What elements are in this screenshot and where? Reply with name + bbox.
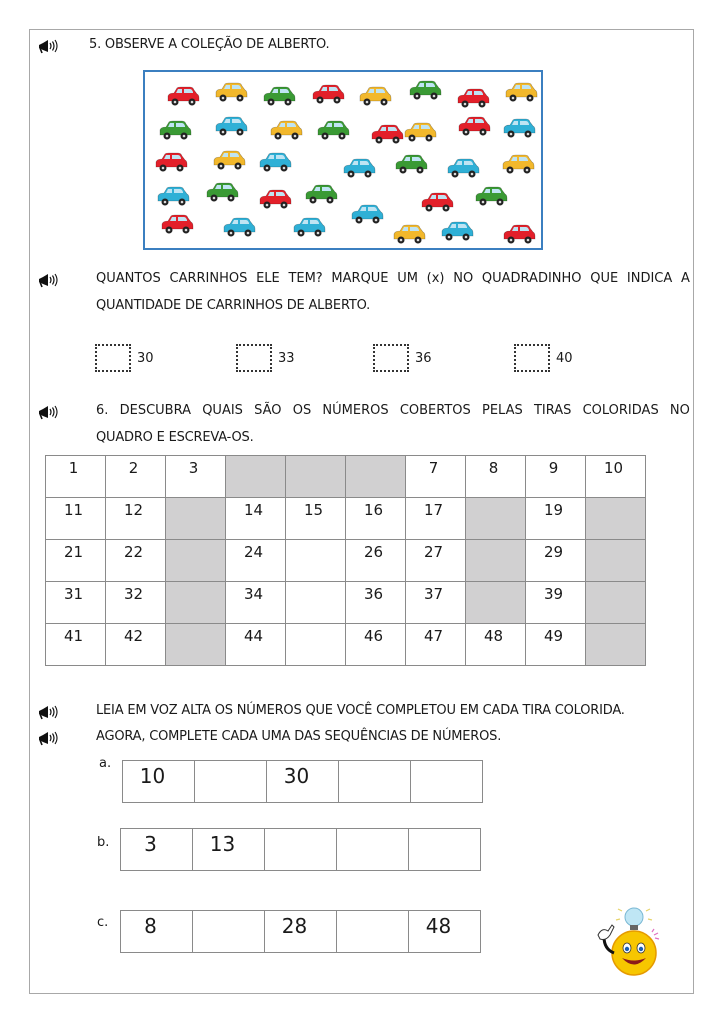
red-car-icon bbox=[456, 114, 492, 138]
green-car-icon bbox=[315, 118, 351, 142]
grid-row bbox=[46, 456, 646, 498]
number-cell bbox=[46, 498, 106, 540]
word: INDICA bbox=[626, 271, 673, 286]
yellow-car-icon bbox=[213, 80, 249, 104]
sequence-blank-cell[interactable] bbox=[195, 761, 267, 803]
number-cell bbox=[526, 582, 586, 624]
answer-option-33[interactable] bbox=[236, 344, 295, 372]
red-car-icon bbox=[455, 86, 491, 110]
number-cell bbox=[106, 582, 166, 624]
word: NO bbox=[669, 403, 690, 418]
number-cell bbox=[346, 582, 406, 624]
word: QUADRADINHO bbox=[481, 271, 582, 286]
blue-car-icon bbox=[501, 116, 537, 140]
sequence-blank-cell[interactable] bbox=[409, 829, 481, 871]
number-cell bbox=[46, 582, 106, 624]
answer-checkbox[interactable] bbox=[514, 344, 550, 372]
sequence-blank-cell[interactable] bbox=[339, 761, 411, 803]
word: OS bbox=[292, 403, 312, 418]
speaker-icon[interactable] bbox=[37, 404, 59, 420]
word: QUANTOS bbox=[96, 271, 161, 286]
word: QUE bbox=[590, 271, 619, 286]
cell-value: 9 bbox=[548, 459, 559, 477]
covered-cell[interactable] bbox=[346, 456, 406, 498]
answer-checkbox[interactable] bbox=[373, 344, 409, 372]
blue-car-icon bbox=[341, 156, 377, 180]
yellow-car-icon bbox=[357, 84, 393, 108]
number-cell bbox=[226, 498, 286, 540]
word: NO bbox=[453, 271, 474, 286]
cell-value: 41 bbox=[63, 627, 84, 645]
number-cell bbox=[526, 456, 586, 498]
grid-row bbox=[46, 624, 646, 666]
word: 6. bbox=[96, 403, 109, 418]
blank-cell[interactable] bbox=[286, 540, 346, 582]
green-car-icon bbox=[303, 182, 339, 206]
blue-car-icon bbox=[155, 184, 191, 208]
covered-cell[interactable] bbox=[166, 582, 226, 624]
sequence-value: 30 bbox=[283, 764, 310, 788]
cell-value: 29 bbox=[543, 543, 564, 561]
red-car-icon bbox=[419, 190, 455, 214]
cell-value: 15 bbox=[303, 501, 324, 519]
sequence-blank-cell[interactable] bbox=[411, 761, 483, 803]
sequence-b bbox=[120, 828, 481, 871]
sequence-value: 28 bbox=[281, 914, 308, 938]
exercise-6-title-line-2: QUADRO E ESCREVA-OS. bbox=[96, 430, 254, 445]
number-cell bbox=[46, 456, 106, 498]
blue-car-icon bbox=[291, 215, 327, 239]
covered-cell[interactable] bbox=[286, 456, 346, 498]
grid-row bbox=[46, 582, 646, 624]
word: DESCUBRA bbox=[119, 403, 191, 418]
cell-value: 16 bbox=[363, 501, 384, 519]
red-car-icon bbox=[153, 150, 189, 174]
answer-label: 33 bbox=[278, 350, 295, 366]
sequence-blank-cell[interactable] bbox=[193, 911, 265, 953]
answer-label: 30 bbox=[137, 350, 154, 366]
yellow-car-icon bbox=[402, 120, 438, 144]
question-line-2: QUANTIDADE DE CARRINHOS DE ALBERTO. bbox=[96, 298, 371, 313]
yellow-car-icon bbox=[211, 148, 247, 172]
red-car-icon bbox=[257, 187, 293, 211]
covered-cell[interactable] bbox=[466, 498, 526, 540]
sequence-cell bbox=[267, 761, 339, 803]
number-cell bbox=[106, 624, 166, 666]
covered-cell[interactable] bbox=[586, 624, 646, 666]
word: SÃO bbox=[254, 403, 282, 418]
speaker-icon[interactable] bbox=[37, 272, 59, 288]
sequence-cell bbox=[265, 911, 337, 953]
word: COLORIDAS bbox=[582, 403, 659, 418]
covered-cell[interactable] bbox=[166, 540, 226, 582]
cell-value: 2 bbox=[128, 459, 139, 477]
sequence-blank-cell[interactable] bbox=[337, 911, 409, 953]
number-cell bbox=[466, 624, 526, 666]
cell-value: 31 bbox=[63, 585, 84, 603]
exercise-5-title: 5. OBSERVE A COLEÇÃO DE ALBERTO. bbox=[89, 37, 330, 52]
sequence-row bbox=[121, 911, 481, 953]
speaker-icon[interactable] bbox=[37, 704, 59, 720]
cell-value: 49 bbox=[543, 627, 564, 645]
number-cell bbox=[406, 582, 466, 624]
number-cell bbox=[226, 582, 286, 624]
sequence-b-label: b. bbox=[97, 835, 110, 850]
green-car-icon bbox=[393, 152, 429, 176]
green-car-icon bbox=[157, 118, 193, 142]
blue-car-icon bbox=[439, 219, 475, 243]
word: COBERTOS bbox=[399, 403, 471, 418]
red-car-icon bbox=[501, 222, 537, 246]
sequence-value: 48 bbox=[425, 914, 452, 938]
covered-cell[interactable] bbox=[466, 582, 526, 624]
cell-value: 48 bbox=[483, 627, 504, 645]
cell-value: 24 bbox=[243, 543, 264, 561]
answer-option-30[interactable] bbox=[95, 344, 154, 372]
grid-row bbox=[46, 540, 646, 582]
yellow-car-icon bbox=[391, 222, 427, 246]
cell-value: 11 bbox=[63, 501, 84, 519]
number-cell bbox=[226, 624, 286, 666]
red-car-icon bbox=[369, 122, 405, 146]
sequence-cell bbox=[193, 829, 265, 871]
sequence-blank-cell[interactable] bbox=[337, 829, 409, 871]
answer-label: 36 bbox=[415, 350, 432, 366]
number-cell bbox=[346, 624, 406, 666]
word: (x) bbox=[426, 271, 445, 286]
sequence-cell bbox=[121, 829, 193, 871]
cell-value: 14 bbox=[243, 501, 264, 519]
sequence-c-label: c. bbox=[97, 915, 109, 930]
sequence-blank-cell[interactable] bbox=[265, 829, 337, 871]
number-cell bbox=[406, 498, 466, 540]
word: QUAIS bbox=[202, 403, 243, 418]
cell-value: 37 bbox=[423, 585, 444, 603]
cell-value: 17 bbox=[423, 501, 444, 519]
covered-cell[interactable] bbox=[226, 456, 286, 498]
covered-cell[interactable] bbox=[586, 540, 646, 582]
green-car-icon bbox=[473, 184, 509, 208]
cell-value: 1 bbox=[68, 459, 79, 477]
cell-value: 34 bbox=[243, 585, 264, 603]
blank-cell[interactable] bbox=[286, 624, 346, 666]
number-cell bbox=[586, 456, 646, 498]
cell-value: 44 bbox=[243, 627, 264, 645]
cell-value: 36 bbox=[363, 585, 384, 603]
cell-value: 7 bbox=[428, 459, 439, 477]
cell-value: 39 bbox=[543, 585, 564, 603]
cell-value: 46 bbox=[363, 627, 384, 645]
sequence-value: 3 bbox=[144, 832, 157, 856]
sequence-cell bbox=[123, 761, 195, 803]
sequence-row bbox=[123, 761, 483, 803]
yellow-car-icon bbox=[500, 152, 536, 176]
complete-sequences-instruction: AGORA, COMPLETE CADA UMA DAS SEQUÊNCIAS DE NÚMEROS. bbox=[96, 729, 502, 744]
sequence-value: 13 bbox=[209, 832, 236, 856]
sequence-cell bbox=[409, 911, 481, 953]
sequence-cell bbox=[121, 911, 193, 953]
covered-cell[interactable] bbox=[166, 624, 226, 666]
number-cell bbox=[466, 456, 526, 498]
speaker-icon[interactable] bbox=[37, 730, 59, 746]
sequence-c bbox=[120, 910, 481, 953]
number-cell bbox=[46, 540, 106, 582]
covered-cell[interactable] bbox=[466, 540, 526, 582]
number-cell bbox=[526, 624, 586, 666]
number-cell bbox=[46, 624, 106, 666]
read-aloud-instruction: LEIA EM VOZ ALTA OS NÚMEROS QUE VOCÊ COMPLETOU EM CADA TIRA COLORIDA. bbox=[96, 703, 625, 718]
cell-value: 12 bbox=[123, 501, 144, 519]
number-cell bbox=[526, 540, 586, 582]
number-cell bbox=[406, 540, 466, 582]
exercise-6-title-line-1 bbox=[96, 403, 690, 418]
red-car-icon bbox=[159, 212, 195, 236]
cell-value: 26 bbox=[363, 543, 384, 561]
blue-car-icon bbox=[213, 114, 249, 138]
covered-cell[interactable] bbox=[166, 498, 226, 540]
word: NÚMEROS bbox=[322, 403, 389, 418]
yellow-car-icon bbox=[268, 118, 304, 142]
number-cell bbox=[106, 540, 166, 582]
word: MARQUE bbox=[331, 271, 389, 286]
blank-cell[interactable] bbox=[286, 582, 346, 624]
number-cell bbox=[106, 498, 166, 540]
number-cell bbox=[406, 456, 466, 498]
cell-value: 21 bbox=[63, 543, 84, 561]
sequence-row bbox=[121, 829, 481, 871]
number-cell bbox=[346, 540, 406, 582]
cell-value: 8 bbox=[488, 459, 499, 477]
sequence-value: 8 bbox=[144, 914, 157, 938]
green-car-icon bbox=[407, 78, 443, 102]
word: CARRINHOS bbox=[169, 271, 248, 286]
blue-car-icon bbox=[221, 215, 257, 239]
cell-value: 22 bbox=[123, 543, 144, 561]
car-collection-image bbox=[143, 70, 543, 250]
number-cell bbox=[286, 498, 346, 540]
answer-checkbox[interactable] bbox=[236, 344, 272, 372]
covered-cell[interactable] bbox=[586, 582, 646, 624]
green-car-icon bbox=[204, 180, 240, 204]
word: TIRAS bbox=[533, 403, 572, 418]
number-cell bbox=[226, 540, 286, 582]
green-car-icon bbox=[261, 84, 297, 108]
yellow-car-icon bbox=[503, 80, 539, 104]
blue-car-icon bbox=[257, 150, 293, 174]
number-cell bbox=[346, 498, 406, 540]
answer-option-36[interactable] bbox=[373, 344, 432, 372]
sequence-value: 10 bbox=[139, 764, 166, 788]
word: PELAS bbox=[481, 403, 523, 418]
word: TEM? bbox=[288, 271, 323, 286]
cell-value: 42 bbox=[123, 627, 144, 645]
grid-row bbox=[46, 498, 646, 540]
red-car-icon bbox=[165, 84, 201, 108]
lightbulb-smiley-icon bbox=[592, 905, 672, 985]
answer-label: 40 bbox=[556, 350, 573, 366]
number-cell bbox=[106, 456, 166, 498]
number-cell bbox=[406, 624, 466, 666]
cell-value: 27 bbox=[423, 543, 444, 561]
word: UM bbox=[397, 271, 418, 286]
number-cell bbox=[166, 456, 226, 498]
speaker-icon[interactable] bbox=[37, 38, 59, 54]
covered-cell[interactable] bbox=[586, 498, 646, 540]
cell-value: 10 bbox=[603, 459, 624, 477]
sequence-a-label: a. bbox=[99, 756, 112, 771]
red-car-icon bbox=[310, 82, 346, 106]
cell-value: 47 bbox=[423, 627, 444, 645]
word: ELE bbox=[256, 271, 280, 286]
number-cell bbox=[526, 498, 586, 540]
word: A bbox=[680, 271, 690, 286]
cell-value: 19 bbox=[543, 501, 564, 519]
sequence-a bbox=[122, 760, 483, 803]
answer-checkbox[interactable] bbox=[95, 344, 131, 372]
blue-car-icon bbox=[349, 202, 385, 226]
answer-option-40[interactable] bbox=[514, 344, 573, 372]
cell-value: 32 bbox=[123, 585, 144, 603]
number-grid bbox=[45, 455, 646, 666]
blue-car-icon bbox=[445, 156, 481, 180]
cell-value: 3 bbox=[188, 459, 199, 477]
question-line-1 bbox=[96, 271, 690, 286]
